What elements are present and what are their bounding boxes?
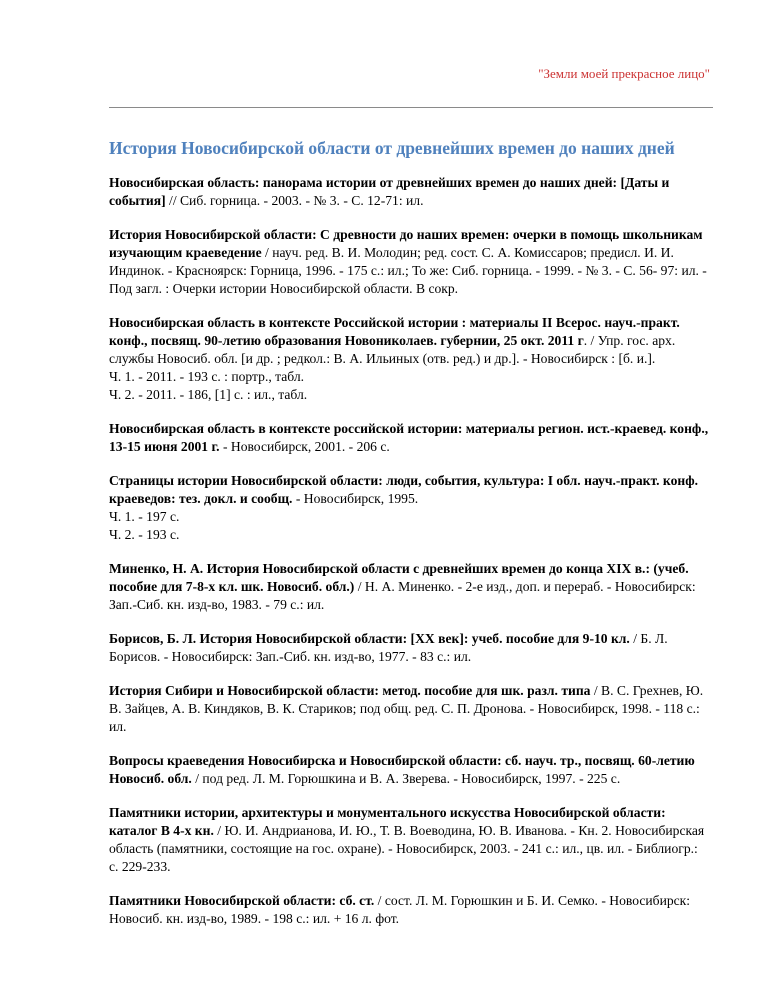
bibliography-entry bbox=[109, 560, 709, 614]
entry-title: Памятники истории, архитектуры и монументального искусства Новосибирской области: каталог В 4-х кн. bbox=[109, 805, 666, 838]
bibliography-entry bbox=[109, 314, 709, 404]
entry-volume: Ч. 2. - 2011. - 186, [1] с. : ил., табл. bbox=[109, 387, 308, 402]
entry-details: - Новосибирск, 1995. bbox=[292, 491, 419, 506]
entry-details: / науч. ред. В. И. Молодин; ред. сост. С. А. Комиссаров; предисл. И. И. Индинок. - Красноярск: Горница, 1996. - 175 с.: ил.; То же: Сиб. горница. - 1999. - № 3. - С. 56- 97: ил. - Под загл. : Очерки истории Новосибирской области. В сокр. bbox=[109, 245, 707, 296]
entry-details: / под ред. Л. М. Горюшкина и В. А. Зверева. - Новосибирск, 1997. - 225 с. bbox=[191, 771, 621, 786]
entry-details: / Н. А. Миненко. - 2-е изд., доп. и перераб. - Новосибирск: Зап.-Сиб. кн. изд-во, 1983. - 79 с.: ил. bbox=[109, 579, 696, 612]
section-title: История Новосибирской области от древнейших времен до наших дней bbox=[109, 138, 675, 158]
entry-details: . / Упр. гос. арх. службы Новосиб. обл. [и др. ; редкол.: В. А. Ильиных (отв. ред.) и др.]. - Новосибирск : [б. и.]. bbox=[109, 333, 676, 366]
entry-title: История Новосибирской области: С древности до наших времен: очерки в помощь школьникам изучающим краеведение bbox=[109, 227, 703, 260]
entry-title: Новосибирская область: панорама истории от древнейших времен до наших дней: [Даты и события] bbox=[109, 175, 670, 208]
bibliography-entry bbox=[109, 892, 709, 928]
bibliography-entry bbox=[109, 752, 709, 788]
bibliography-entry bbox=[109, 472, 709, 544]
running-header: "Земли моей прекрасное лицо" bbox=[538, 66, 710, 81]
entry-title: История Сибири и Новосибирской области: метод. пособие для шк. разл. типа bbox=[109, 683, 591, 698]
entry-title: Борисов, Б. Л. История Новосибирской области: [XX век]: учеб. пособие для 9-10 кл. bbox=[109, 631, 630, 646]
entry-title: Памятники Новосибирской области: сб. ст. bbox=[109, 893, 375, 908]
entry-title: Новосибирская область в контексте российской истории: материалы регион. ист.-краевед. конф., 13-15 июня 2001 г. bbox=[109, 421, 709, 454]
entry-details: / Ю. И. Андрианова, И. Ю., Т. В. Воеводина, Ю. В. Иванова. - Кн. 2. Новосибирская область (памятники, состоящие на гос. охране). - Новосибирск, 2003. - 241 с.: ил., цв. ил. - Библиогр.: с. 229-233. bbox=[109, 823, 705, 874]
entry-details: / сост. Л. М. Горюшкин и Б. И. Семко. - Новосибирск: Новосиб. кн. изд-во, 1989. - 198 с.: ил. + 16 л. фот. bbox=[109, 893, 691, 926]
bibliography-entry bbox=[109, 804, 709, 876]
entry-volume: Ч. 1. - 2011. - 193 с. : портр., табл. bbox=[109, 369, 305, 384]
entry-title: Вопросы краеведения Новосибирска и Новосибирской области: сб. науч. тр., посвящ. 60-летию Новосиб. обл. bbox=[109, 753, 695, 786]
bibliography-entry bbox=[109, 174, 709, 210]
entry-details: / Б. Л. Борисов. - Новосибирск: Зап.-Сиб. кн. изд-во, 1977. - 83 с.: ил. bbox=[109, 631, 668, 664]
entry-title: Миненко, Н. А. История Новосибирской области с древнейших времен до конца XIX в.: (учеб. пособие для 7-8-х кл. шк. Новосиб. обл.) bbox=[109, 561, 689, 594]
bibliography-list bbox=[109, 174, 709, 944]
entry-title: Страницы истории Новосибирской области: люди, события, культура: I обл. науч.-практ. конф. краеведов: тез. докл. и сообщ. bbox=[109, 473, 698, 506]
header-divider bbox=[109, 107, 713, 108]
entry-volume: Ч. 2. - 193 с. bbox=[109, 527, 180, 542]
bibliography-entry bbox=[109, 226, 709, 298]
entry-details: // Сиб. горница. - 2003. - № 3. - С. 12-71: ил. bbox=[165, 193, 424, 208]
bibliography-entry bbox=[109, 630, 709, 666]
entry-details: - Новосибирск, 2001. - 206 с. bbox=[219, 439, 390, 454]
bibliography-entry bbox=[109, 420, 709, 456]
entry-title: Новосибирская область в контексте Российской истории : материалы II Всерос. науч.-практ. конф., посвящ. 90-летию образования Новониколаев. губернии, 25 окт. 2011 г bbox=[109, 315, 680, 348]
entry-details: / В. С. Грехнев, Ю. В. Зайцев, А. В. Киндяков, В. К. Стариков; под общ. ред. С. П. Дронова. - Новосибирск, 1998. - 118 с.: ил. bbox=[109, 683, 704, 734]
entry-volume: Ч. 1. - 197 с. bbox=[109, 509, 180, 524]
bibliography-entry bbox=[109, 682, 709, 736]
